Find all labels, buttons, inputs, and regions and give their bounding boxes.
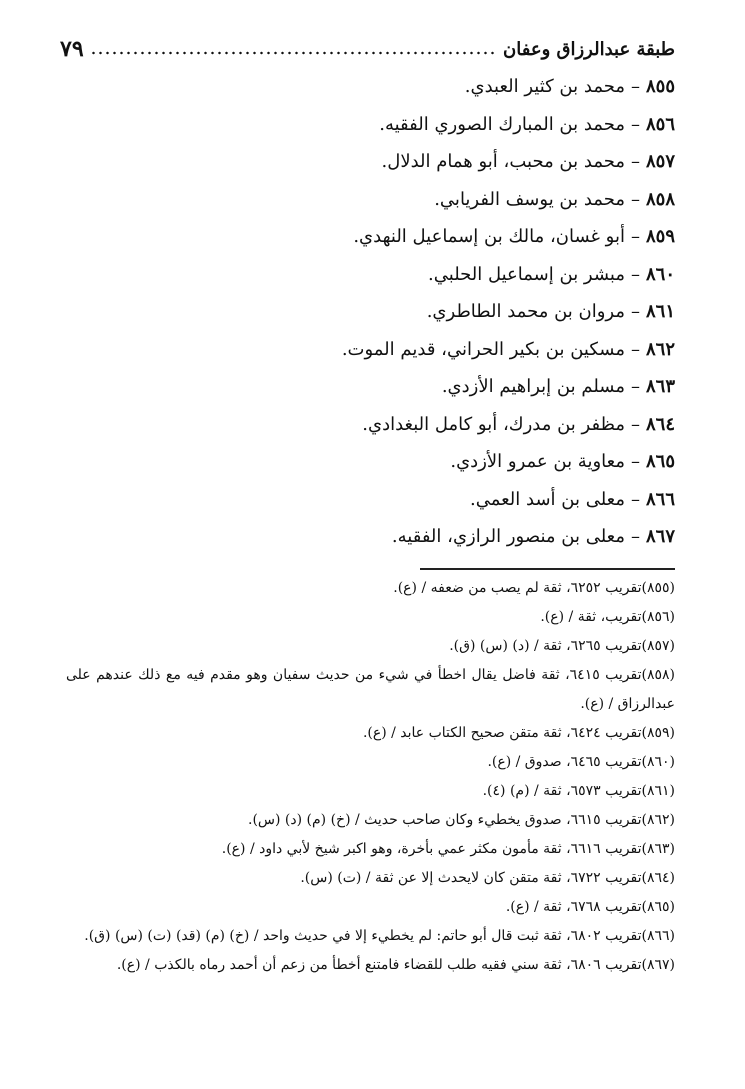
entry-text: مبشر بن إسماعيل الحلبي.	[428, 263, 625, 285]
entry-number: ٨٥٩	[645, 226, 675, 247]
entry-text: معاوية بن عمرو الأزدي.	[450, 451, 625, 472]
narrator-entry: ٨٦٣–مسلم بن إبراهيم الأزدي.	[441, 376, 675, 397]
entry-number: ٨٦٥	[645, 451, 675, 472]
footnote: (٨٦٢)تقريب ٦٦١٥، صدوق يخطيء وكان صاحب حديث / (خ) (م) (د) (س).	[248, 812, 675, 828]
footnote: (٨٦٣)تقريب ٦٦١٦، ثقة مأمون مكثر عمي بأخرة، وهو اكبر شيخ لأبي داود / (ع).	[221, 841, 675, 857]
footnote: (٨٦٧)تقريب ٦٨٠٦، ثقة سني فقيه طلب للقضاء فامتنع أخطأ من زعم أن أحمد رماه بالكذب / (ع).	[116, 957, 675, 973]
entry-number: ٨٥٥	[645, 76, 675, 97]
entry-text: مسكين بن بكير الحراني، قديم الموت.	[341, 338, 625, 360]
narrator-list	[80, 72, 675, 560]
narrator-entry: ٨٥٨–محمد بن يوسف الفريابي.	[434, 188, 675, 210]
entry-text: أبو غسان، مالك بن إسماعيل النهدي.	[353, 226, 625, 247]
narrator-entry: ٨٦٤–مظفر بن مدرك، أبو كامل البغدادي.	[362, 413, 675, 435]
narrator-entry: ٨٥٦–محمد بن المبارك الصوري الفقيه.	[379, 113, 675, 135]
entry-number: ٨٥٧	[645, 151, 675, 172]
narrator-entry: ٨٥٩–أبو غسان، مالك بن إسماعيل النهدي.	[353, 226, 675, 247]
entry-text: معلى بن منصور الرازي، الفقيه.	[391, 526, 625, 547]
entry-number: ٨٦٦	[645, 488, 675, 510]
footnote: (٨٥٨)تقريب ٦٤١٥، ثقة فاضل يقال اخطأ في شيء من حديث سفيان وهو مقدم فيه مع ذلك عندهم على عبدالرزاق / (ع).	[66, 667, 676, 712]
footnote: (٨٥٦)تقريب، ثقة / (ع).	[540, 609, 675, 625]
entry-number: ٨٥٨	[645, 188, 675, 210]
entry-number: ٨٦٤	[645, 413, 675, 435]
footnote: (٨٦٦)تقريب ٦٨٠٢، ثقة ثبت قال أبو حاتم: لم يخطيء إلا في حديث واحد / (خ) (م) (قد) (ت) (س) (ق).	[84, 928, 675, 944]
footnote: (٨٦١)تقريب ٦٥٧٣، ثقة / (م) (٤).	[482, 783, 675, 799]
footnote: (٨٥٥)تقريب ٦٢٥٢، ثقة لم يصب من ضعفه / (ع).	[393, 580, 675, 596]
entry-text: محمد بن كثير العبدي.	[464, 76, 625, 97]
entry-text: مروان بن محمد الطاطري.	[426, 301, 625, 322]
entry-text: محمد بن يوسف الفريابي.	[434, 188, 625, 210]
entry-text: محمد بن المبارك الصوري الفقيه.	[379, 113, 625, 135]
leader-dots	[90, 51, 497, 55]
footnote-separator	[420, 568, 675, 570]
entry-text: معلى بن أسد العمي.	[469, 488, 625, 510]
entry-text: مظفر بن مدرك، أبو كامل البغدادي.	[362, 413, 625, 435]
narrator-entry: ٨٦٠–مبشر بن إسماعيل الحلبي.	[428, 263, 675, 285]
entry-text: محمد بن محبب، أبو همام الدلال.	[381, 151, 625, 172]
narrator-entry: ٨٥٥–محمد بن كثير العبدي.	[464, 76, 675, 97]
entry-number: ٨٦٠	[645, 263, 675, 285]
narrator-entry: ٨٦١–مروان بن محمد الطاطري.	[426, 301, 675, 322]
footnotes	[66, 574, 675, 980]
footnote: (٨٦٤)تقريب ٦٧٢٢، ثقة متقن كان لايحدث إلا عن ثقة / (ت) (س).	[300, 870, 675, 886]
footnote: (٨٥٩)تقريب ٦٤٢٤، ثقة متقن صحيح الكتاب عابد / (ع).	[362, 725, 675, 741]
footnote: (٨٥٧)تقريب ٦٢٦٥، ثقة / (د) (س) (ق).	[449, 638, 675, 654]
entry-number: ٨٥٦	[645, 113, 675, 135]
entry-number: ٨٦١	[645, 301, 675, 322]
narrator-entry: ٨٦٧–معلى بن منصور الرازي، الفقيه.	[391, 526, 675, 547]
entry-number: ٨٦٣	[645, 376, 675, 397]
entry-text: مسلم بن إبراهيم الأزدي.	[441, 376, 625, 397]
footnote: (٨٦٥)تقريب ٦٧٦٨، ثقة / (ع).	[505, 899, 675, 915]
narrator-entry: ٨٥٧–محمد بن محبب، أبو همام الدلال.	[381, 151, 675, 172]
running-title: طبقة عبدالرزاق وعفان	[503, 38, 675, 60]
narrator-entry: ٨٦٥–معاوية بن عمرو الأزدي.	[450, 451, 675, 472]
running-header	[60, 36, 675, 62]
entry-number: ٨٦٢	[645, 338, 675, 360]
page-number: ٧٩	[60, 36, 84, 62]
footnote: (٨٦٠)تقريب ٦٤٦٥، صدوق / (ع).	[487, 754, 675, 770]
narrator-entry: ٨٦٢–مسكين بن بكير الحراني، قديم الموت.	[341, 338, 675, 360]
entry-number: ٨٦٧	[645, 526, 675, 547]
narrator-entry: ٨٦٦–معلى بن أسد العمي.	[469, 488, 675, 510]
